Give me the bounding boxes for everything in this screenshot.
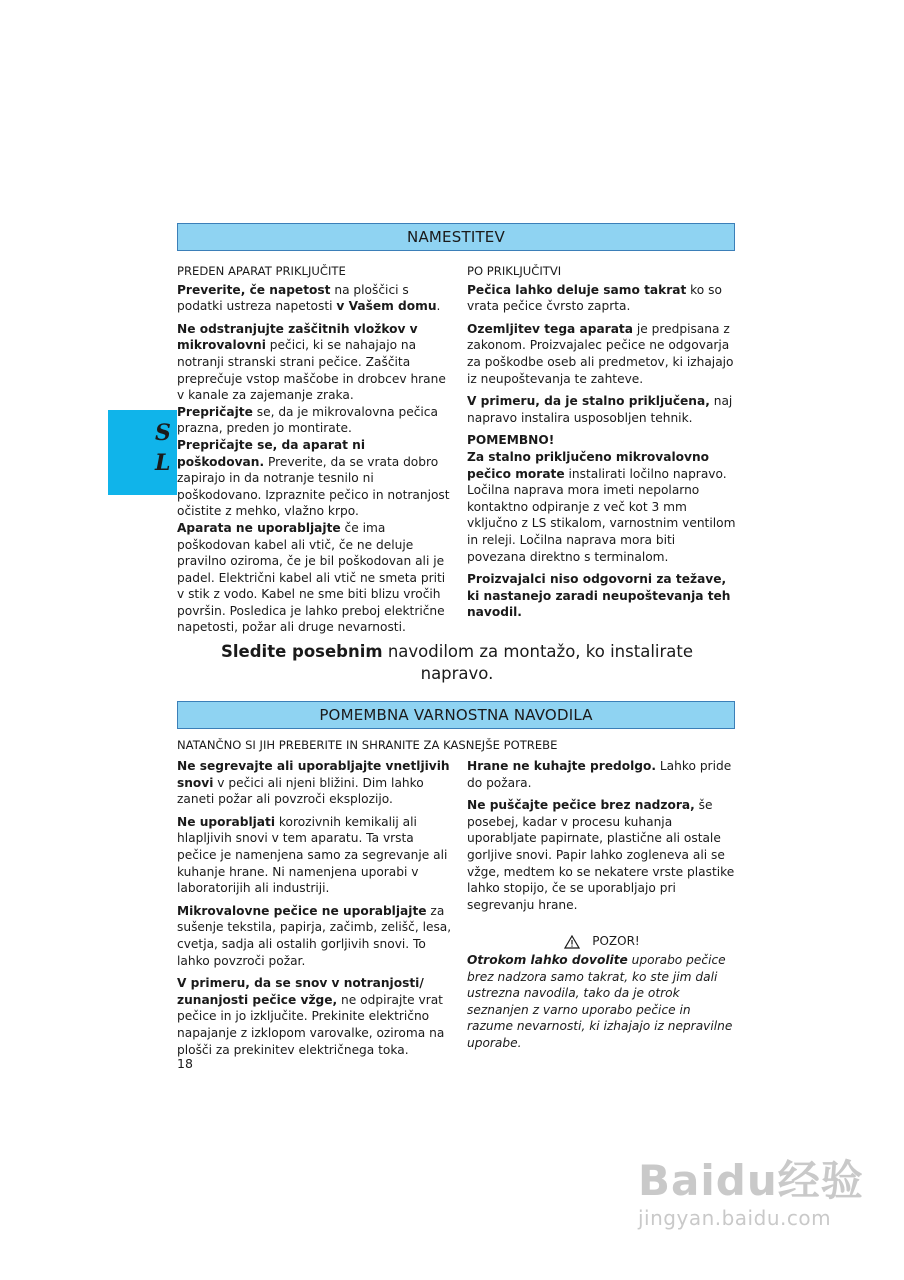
baidu-watermark [638, 1148, 868, 1248]
section-intro: NATANČNO SI JIH PREBERITE IN SHRANITE ZA KASNEJŠE POTREBE [177, 738, 558, 752]
section-header-safety [177, 701, 735, 729]
column-heading: PO PRIKLJUČITVI [467, 264, 562, 278]
paragraph: Ne puščajte pečice brez nadzora, še posebej, kadar v procesu kuhanja uporabljate papirnate, plastične ali ostale gorljive snovi. Papir lahko zogleneva ali se vžge, medtem ko se nekatere vrste plastike lahko stopijo, če se uporabljajo pri segrevanju hrane. [467, 798, 735, 912]
safety-left-column [177, 758, 453, 1064]
paragraph: Proizvajalci niso odgovorni za težave, ki nastanejo zaradi neupoštevanja teh navodil. [467, 572, 731, 620]
safety-right-column [467, 758, 737, 1058]
watermark-url: jingyan.baidu.com [638, 1206, 832, 1230]
follow-instructions-note: Sledite posebnim navodilom za montažo, ko instalirate napravo. [221, 642, 693, 683]
installation-left-column [177, 263, 453, 636]
paragraph: Ne segrevajte ali uporabljajte vnetljivih snovi v pečici ali njeni bližini. Dim lahko zaneti požar ali povzroči eksplozijo. [177, 759, 450, 807]
page-number: 18 [177, 1056, 193, 1071]
paragraph: Prepričajte se, da je mikrovalovna pečica prazna, preden jo montirate. [177, 404, 438, 436]
warning-paragraph: Otrokom lahko dovolite uporabo pečice brez nadzora samo takrat, ko ste jim dali ustrezna navodila, tako da je otrok seznanjen z varno uporabo pečice in razume nevarnosti, ki izhajajo iz nepravilne uporabe. [467, 952, 733, 1050]
paragraph: V primeru, da se snov v notranjosti/ zunanjosti pečice vžge, ne odpirajte vrat pečice in jo izključite. Prekinite električno napajanje z izklopom varovalke, oziroma na plošči za prekinitev električnega toka. [177, 976, 445, 1057]
language-letter-l: L [155, 450, 171, 476]
paragraph: Pečica lahko deluje samo takrat ko so vrata pečice čvrsto zaprta. [467, 282, 722, 314]
paragraph: Prepričajte se, da aparat ni poškodovan. Preverite, da se vrata dobro zapirajo in da notranje tesnilo ni poškodovano. Izpraznite pečico in notranjost očistite z mehko, vlažno krpo. [177, 437, 450, 519]
installation-right-column [467, 263, 737, 627]
paragraph: Mikrovalovne pečice ne uporabljajte za sušenje tekstila, papirja, začimb, zelišč, lesa, cvetja, sadja ali ostalih gorljivih snovi. To lahko povzroči požar. [177, 903, 452, 968]
important-note: POMEMBNO! Za stalno priključeno mikrovalovno pečico morate instalirati ločilno napravo. Ločilna naprava mora imeti nepolarno kontaktno odpiranje z več kot 3 mm vključno z LS stikalom, varnostnim ventilom in releji. Ločilna naprava mora biti povezana direktno s terminalom. [467, 433, 736, 564]
paragraph: Ozemljitev tega aparata je predpisana z zakonom. Proizvajalec pečice ne odgovarja za poškodbe oseb ali predmetov, ki izhajajo iz neupoštevanja te zahteve. [467, 321, 734, 386]
paragraph: Ne uporabljati korozivnih kemikalij ali hlapljivih snovi v tem aparatu. Ta vrsta pečice je namenjena samo za segrevanje ali kuhanje hrane. Ni namenjena uporabi v laboratorijih ali industriji. [177, 814, 448, 896]
section-title: POMEMBNA VARNOSTNA NAVODILA [319, 706, 593, 724]
watermark-logo: Baidu经验 [638, 1156, 864, 1205]
warning-text: POZOR! [592, 934, 640, 949]
column-heading: PREDEN APARAT PRIKLJUČITE [177, 264, 346, 278]
language-letter-s: S [155, 420, 171, 446]
paragraph: Ne odstranjujte zaščitnih vložkov v mikrovalovni pečici, ki se nahajajo na notranji stranski strani pečice. Zaščita preprečuje vstop maščobe in drobcev hrane v kanale za zajemanje zraka. [177, 321, 446, 403]
paragraph: Preverite, če napetost na ploščici s podatki ustreza napetosti v Vašem domu. [177, 282, 441, 314]
warning-triangle-icon [564, 935, 580, 949]
paragraph: Hrane ne kuhajte predolgo. Lahko pride do požara. [467, 759, 732, 790]
paragraph: Aparata ne uporabljajte če ima poškodovan kabel ali vtič, če ne deluje pravilno oziroma, če je bil poškodovan ali je padel. Električni kabel ali vtič ne smeta priti v stik z vodo. Kabel ne sme biti blizu vročih površin. Posledica je lahko preboj električne napetosti, požar ali druge nevarnosti. [177, 520, 446, 635]
paragraph: V primeru, da je stalno priključena, naj napravo instalira usposobljen tehnik. [467, 394, 733, 425]
language-code [155, 418, 171, 478]
section-title: NAMESTITEV [407, 228, 505, 246]
section-header-namestitev [177, 223, 735, 251]
warning-label [467, 933, 737, 950]
